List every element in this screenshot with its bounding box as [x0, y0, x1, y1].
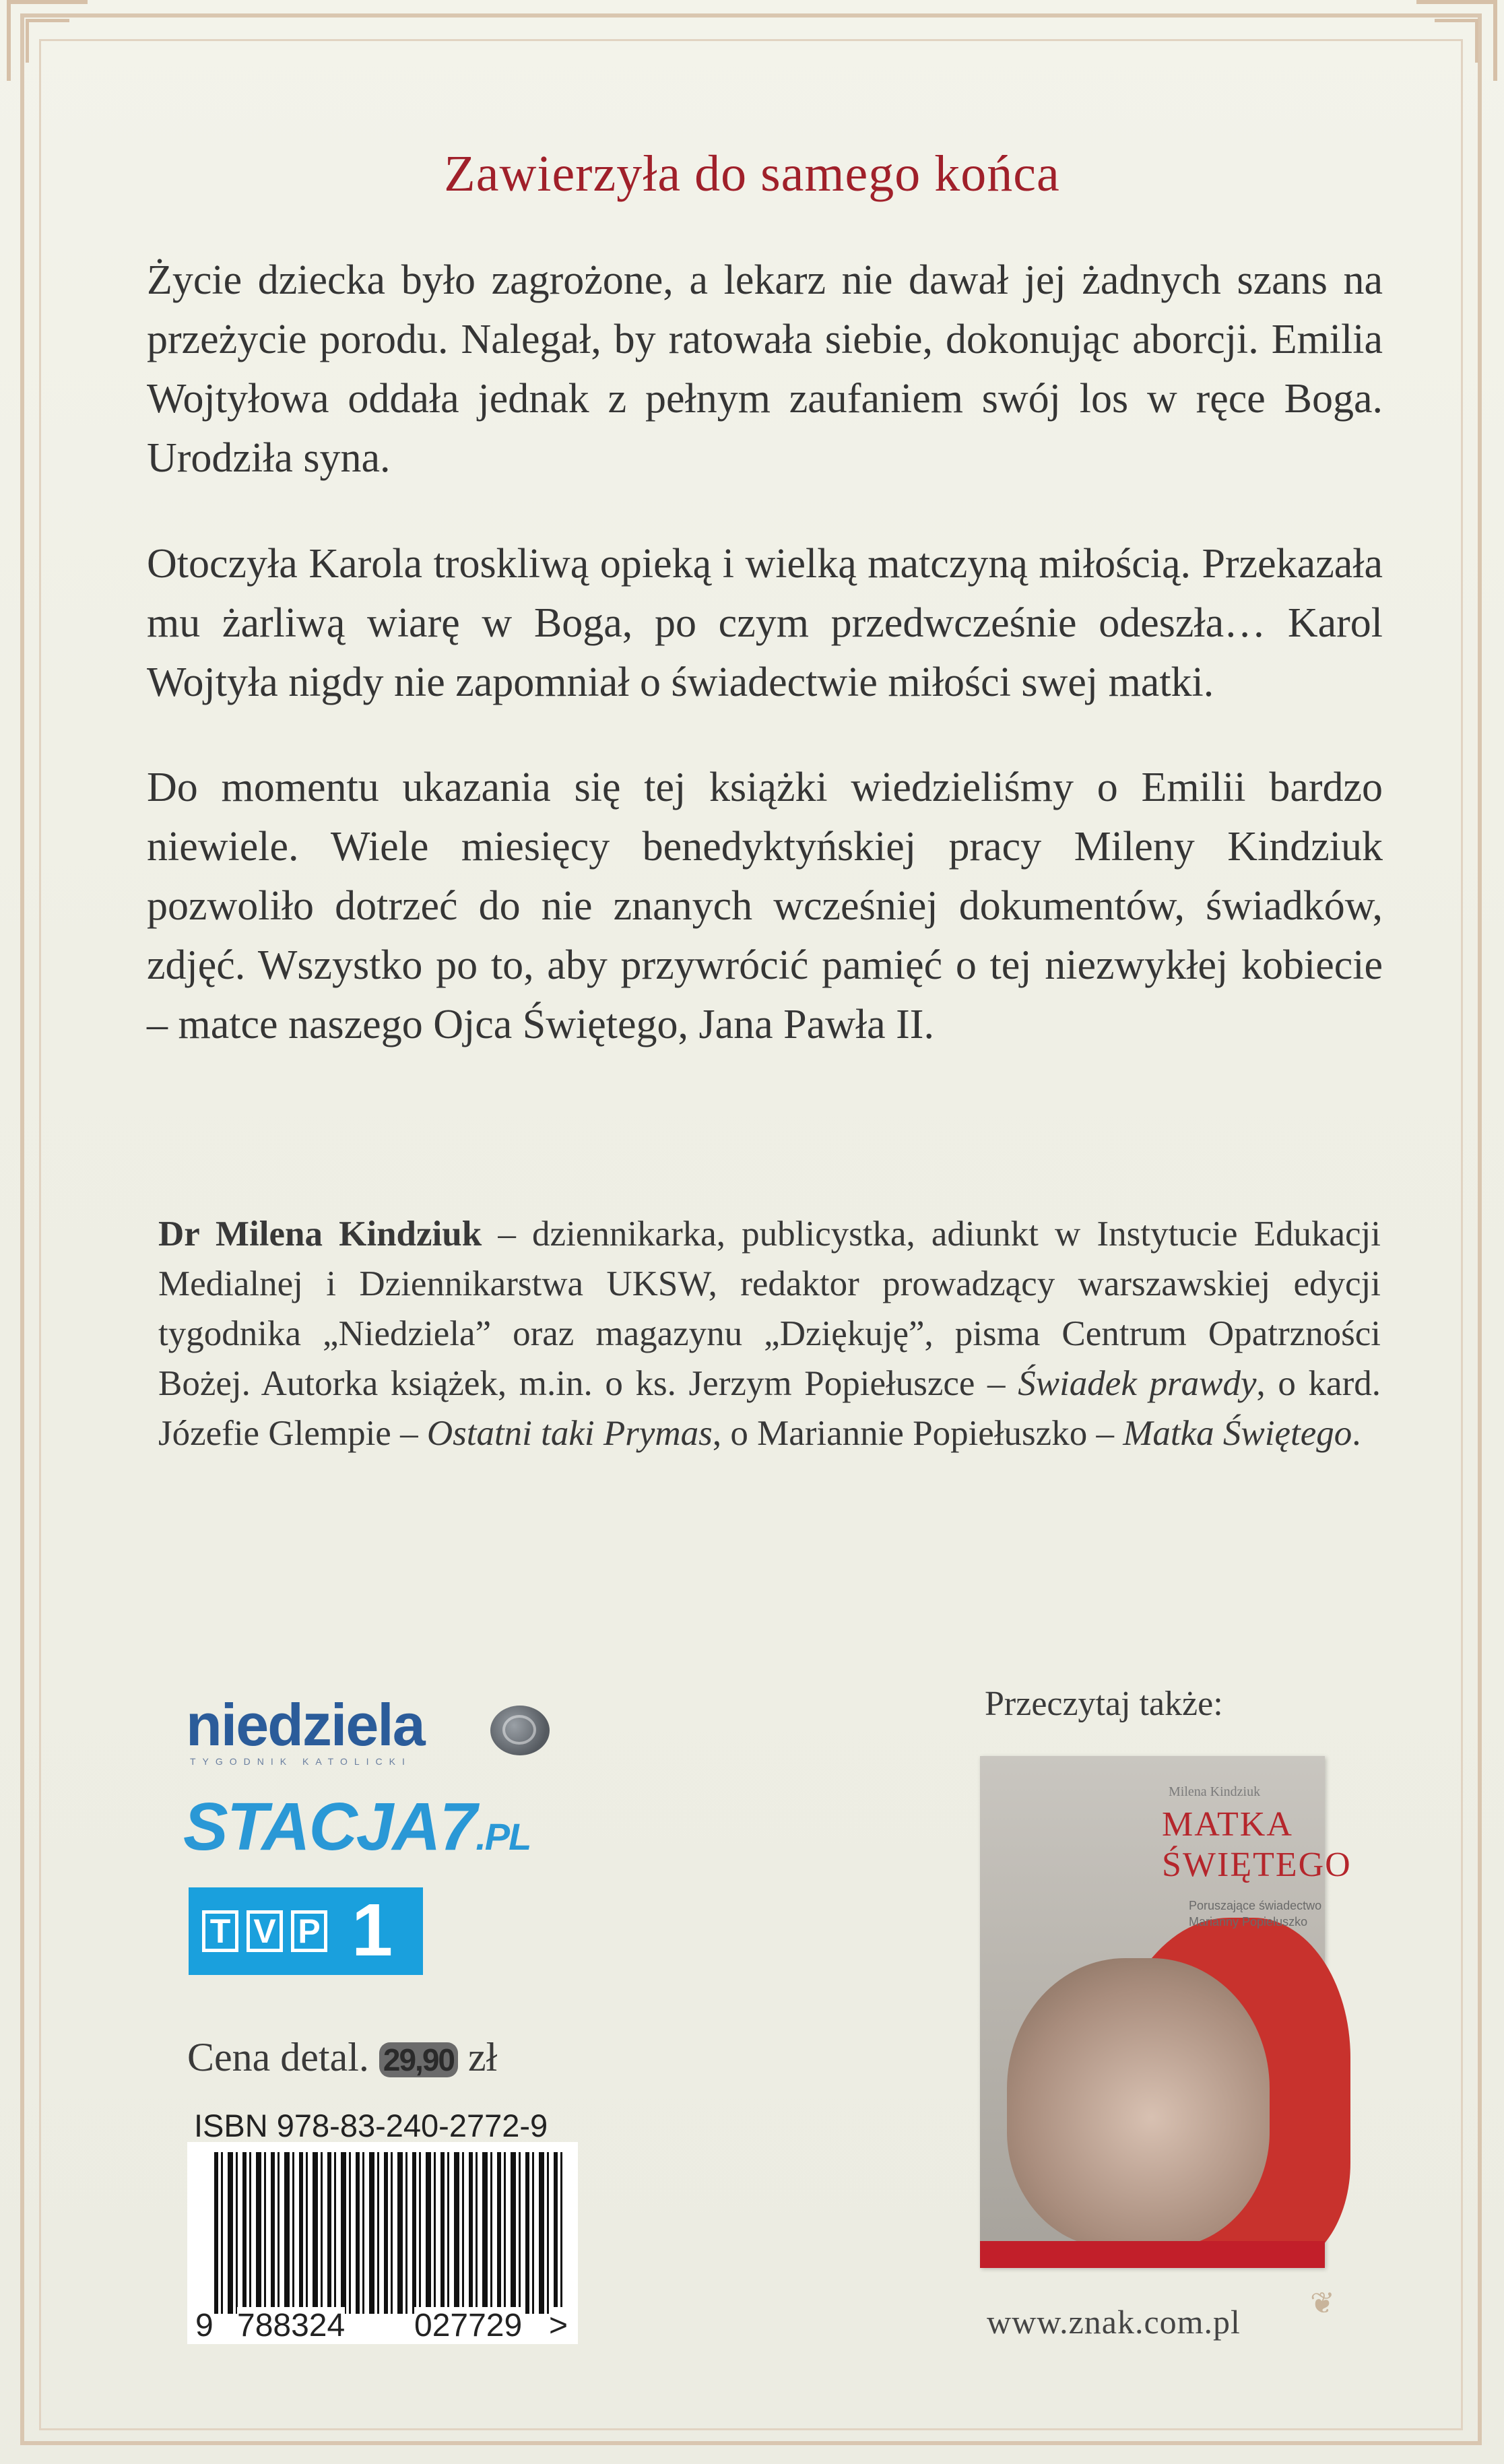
- retail-price: [187, 2034, 497, 2081]
- book-cover-author: Milena Kindziuk: [1169, 1784, 1261, 1799]
- tvp-letter: T: [202, 1910, 238, 1952]
- niedziela-logo: niedziela: [186, 1691, 424, 1758]
- price-label: Cena detal.: [187, 2035, 369, 2079]
- barcode-end-marker: >: [549, 2308, 568, 2343]
- stacja7-logo-suffix: .PL: [476, 1815, 531, 1858]
- bio-text: – dziennikarka, publicystka, adiunkt w Instytucie Edukacji Medialnej i Dziennikarstwa UKSW, redaktor prowadzący warszawskiej edycji tygodnika „Niedziela” oraz magazynu „Dziękuję”, pisma Centrum Opatrzności Bożej. Autorka książek, m.in. o ks. Jerzym Popiełuszce –: [158, 1214, 1381, 1403]
- book-cover-portrait: [1007, 1958, 1270, 2248]
- book-cover-band: [980, 2241, 1325, 2268]
- tvp1-logo: [189, 1887, 423, 1975]
- barcode-digits-group1: 788324: [237, 2308, 346, 2343]
- tvp-letter: P: [291, 1910, 327, 1952]
- book-title-ref: Świadek prawdy: [1018, 1364, 1257, 1403]
- barcode-digits-group2: 027729: [414, 2308, 523, 2343]
- isbn-number: ISBN 978-83-240-2772-9: [194, 2108, 548, 2143]
- tvp-letter: V: [247, 1910, 283, 1952]
- globe-icon: [490, 1706, 550, 1755]
- cover-heading: Zawierzyła do samego końca: [444, 145, 1060, 202]
- blurb-paragraph-1: Życie dziecka było zagrożone, a lekarz nie dawał jej żadnych szans na przeżycie porodu. Nalegał, by ratowała siebie, dokonując aborcji. Emilia Wojtyłowa oddała jednak z pełnym zaufaniem swój los w ręce Boga. Urodziła syna.: [147, 257, 1383, 481]
- author-name: Dr Milena Kindziuk: [158, 1214, 482, 1254]
- price-currency: zł: [468, 2035, 498, 2079]
- stacja7-logo-text: STACJA7: [183, 1789, 476, 1865]
- book-cover-subtitle: Poruszające świadectwo Marianny Popiełuszko: [1189, 1899, 1322, 1928]
- bio-text: .: [1352, 1414, 1361, 1453]
- bio-text: , o Mariannie Popiełuszko –: [712, 1414, 1123, 1453]
- book-title-ref: Matka Świętego: [1123, 1414, 1352, 1453]
- barcode-icon: [214, 2152, 566, 2314]
- leaf-ornament-icon: ❦: [1310, 2287, 1335, 2320]
- corner-ornament-icon: [7, 0, 88, 81]
- author-bio: [158, 1209, 1381, 1458]
- read-also-label: Przeczytaj także:: [985, 1685, 1223, 1723]
- recommended-book-cover: [980, 1756, 1352, 2268]
- barcode-digit-lead: 9: [195, 2308, 214, 2343]
- price-amount: 29,90: [379, 2042, 458, 2077]
- publisher-url: www.znak.com.pl: [987, 2303, 1241, 2341]
- book-title-ref: Ostatni taki Prymas: [426, 1414, 713, 1453]
- book-cover-title: MATKA ŚWIĘTEGO: [1162, 1805, 1352, 1884]
- niedziela-logo-subtitle: TYGODNIK KATOLICKI: [190, 1756, 412, 1767]
- blurb-paragraph-2: Otoczyła Karola troskliwą opieką i wielką matczyną miłością. Przekazała mu żarliwą wiarę w Boga, po czym przedwcześnie odeszła… Karol Wojtyła nigdy nie zapomniał o świadectwie miłości swej matki.: [147, 541, 1383, 705]
- corner-ornament-icon: [1416, 0, 1497, 81]
- blurb-paragraph-3: Do momentu ukazania się tej książki wiedzieliśmy o Emilii bardzo niewiele. Wiele miesięcy benedyktyńskiej pracy Mileny Kindziuk pozwoliło dotrzeć do nie znanych wcześniej dokumentów, świadków, zdjęć. Wszystko po to, aby przywrócić pamięć o tej niezwykłej kobiecie – matce naszego Ojca Świętego, Jana Pawła II.: [147, 765, 1383, 1047]
- stacja7-logo: [183, 1788, 530, 1866]
- bio-text: , o kard. Józefie Glempie –: [158, 1364, 1381, 1453]
- tvp-number: 1: [352, 1889, 393, 1972]
